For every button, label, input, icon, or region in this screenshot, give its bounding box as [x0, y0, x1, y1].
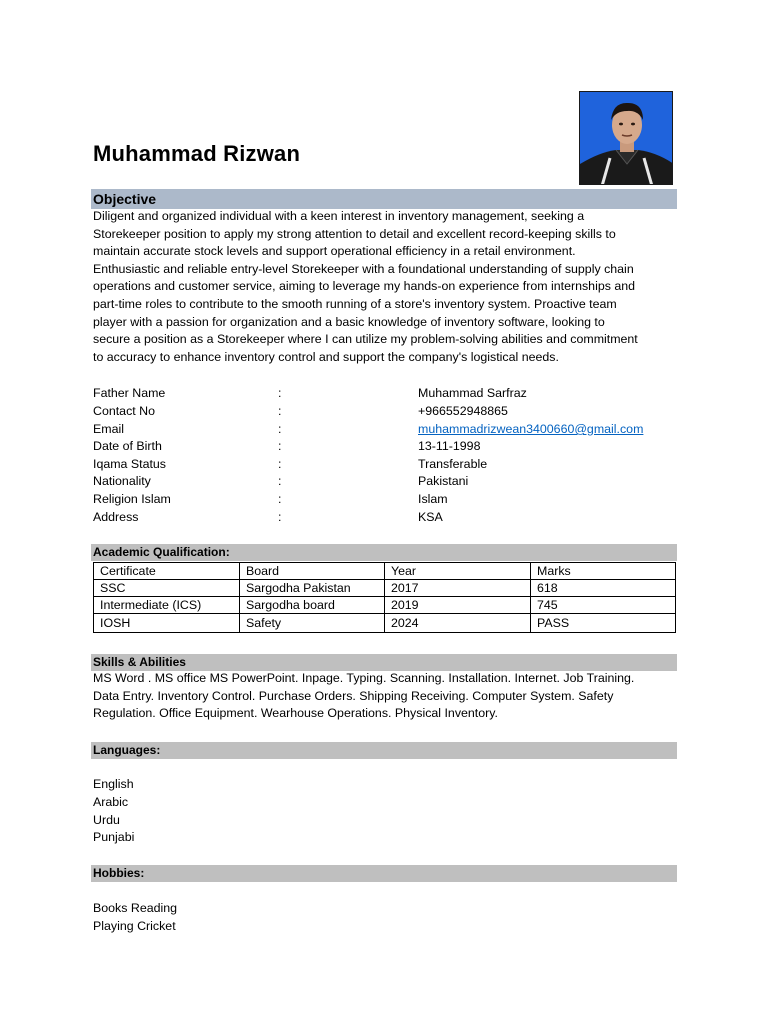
table-cell: SSC: [94, 580, 240, 597]
table-cell: IOSH: [94, 614, 240, 633]
info-separator: :: [278, 474, 282, 488]
table-header-cell: Certificate: [94, 563, 240, 580]
objective-line: to accuracy to enhance inventory control and support the company's logistical needs.: [93, 349, 559, 364]
info-row-father-name: [93, 385, 693, 402]
info-separator: :: [278, 439, 282, 453]
info-label: Date of Birth: [93, 439, 162, 453]
info-label: Nationality: [93, 474, 151, 488]
table-header-cell: Year: [385, 563, 531, 580]
info-value: +966552948865: [418, 404, 508, 418]
list-item: Books Reading: [93, 901, 178, 915]
list-item: English: [93, 777, 134, 791]
objective-line: secure a position as a Storekeeper where I can utilize my problem-solving abilities and commitment: [93, 332, 638, 347]
table-cell: Sargodha Pakistan: [240, 580, 385, 597]
objective-line: Diligent and organized individual with a keen interest in inventory management, seeking a: [93, 209, 585, 223]
objective-line: Storekeeper position to apply my strong attention to detail and excellent record-keeping skills to: [93, 226, 616, 241]
info-value: Transferable: [418, 457, 488, 471]
info-separator: :: [278, 404, 282, 418]
list-item: Punjabi: [93, 830, 135, 845]
info-value: Muhammad Sarfraz: [418, 386, 527, 400]
table-row: [94, 597, 676, 614]
objective-line: Enthusiastic and reliable entry-level Storekeeper with a foundational understanding of supply chain: [93, 261, 634, 276]
skills-heading: Skills & Abilities: [91, 654, 677, 671]
table-cell: Safety: [240, 614, 385, 633]
info-separator: :: [278, 457, 282, 471]
profile-photo: [579, 91, 673, 185]
info-value: KSA: [418, 510, 443, 524]
table-cell: Intermediate (ICS): [94, 597, 240, 614]
table-cell: 2024: [385, 614, 531, 633]
objective-paragraph: [93, 208, 683, 366]
table-cell: 2019: [385, 597, 531, 614]
table-header-cell: Marks: [531, 563, 676, 580]
list-item: Urdu: [93, 812, 120, 827]
table-header-cell: Board: [240, 563, 385, 580]
info-value: Islam: [418, 492, 448, 506]
info-separator: :: [278, 422, 282, 436]
table-row: [94, 580, 676, 597]
hobbies-list: [93, 900, 177, 936]
info-value: Pakistani: [418, 474, 469, 488]
academic-table: [93, 562, 676, 633]
table-cell: PASS: [531, 614, 676, 633]
info-row-religion: [93, 491, 693, 508]
table-row: [94, 614, 676, 633]
profile-photo-illustration: [580, 92, 673, 185]
info-row-email: [93, 421, 693, 438]
table-cell: 2017: [385, 580, 531, 597]
objective-line: maintain accurate stock levels and support operational efficiency in a retail environment.: [93, 244, 576, 259]
info-separator: :: [278, 386, 282, 400]
skills-line: Regulation. Office Equipment. Wearhouse Operations. Physical Inventory.: [93, 706, 498, 721]
info-label: Iqama Status: [93, 457, 167, 471]
languages-heading: Languages:: [91, 742, 677, 759]
info-row-contact-no: [93, 403, 693, 420]
hobbies-heading: Hobbies:: [91, 865, 677, 882]
info-row-address: [93, 509, 693, 526]
skills-line: MS Word . MS office MS PowerPoint. Inpage. Typing. Scanning. Installation. Internet. Job Training.: [93, 671, 635, 685]
info-row-nationality: [93, 473, 693, 490]
info-label: Address: [93, 510, 139, 524]
skills-paragraph: [93, 670, 683, 723]
table-header-row: [94, 563, 676, 580]
candidate-name: Muhammad Rizwan: [93, 141, 301, 166]
info-label: Contact No: [93, 404, 155, 418]
objective-heading: Objective: [91, 189, 677, 209]
table-cell: 745: [531, 597, 676, 614]
languages-list: [93, 776, 134, 847]
info-value: 13-11-1998: [418, 439, 481, 453]
info-row-date-of-birth: [93, 438, 693, 455]
skills-line: Data Entry. Inventory Control. Purchase Orders. Shipping Receiving. Computer System. Safety: [93, 688, 614, 703]
table-cell: 618: [531, 580, 676, 597]
table-cell: Sargodha board: [240, 597, 385, 614]
objective-line: operations and customer service, aiming to leverage my hands-on experience from internships and: [93, 279, 636, 294]
objective-line: part-time roles to contribute to the smooth running of a store's inventory system. Proactive team: [93, 296, 617, 311]
info-separator: :: [278, 510, 282, 524]
email-link[interactable]: muhammadrizwean3400660@gmail.com: [418, 422, 644, 436]
info-row-iqama-status: [93, 456, 693, 473]
list-item: Arabic: [93, 794, 129, 809]
academic-heading: Academic Qualification:: [91, 544, 677, 561]
list-item: Playing Cricket: [93, 918, 176, 933]
info-separator: :: [278, 492, 282, 506]
info-label: Email: [93, 422, 124, 436]
objective-line: player with a passion for organization and a basic knowledge of inventory software, looking to: [93, 314, 605, 329]
info-label: Religion Islam: [93, 492, 171, 506]
info-label: Father Name: [93, 386, 166, 400]
